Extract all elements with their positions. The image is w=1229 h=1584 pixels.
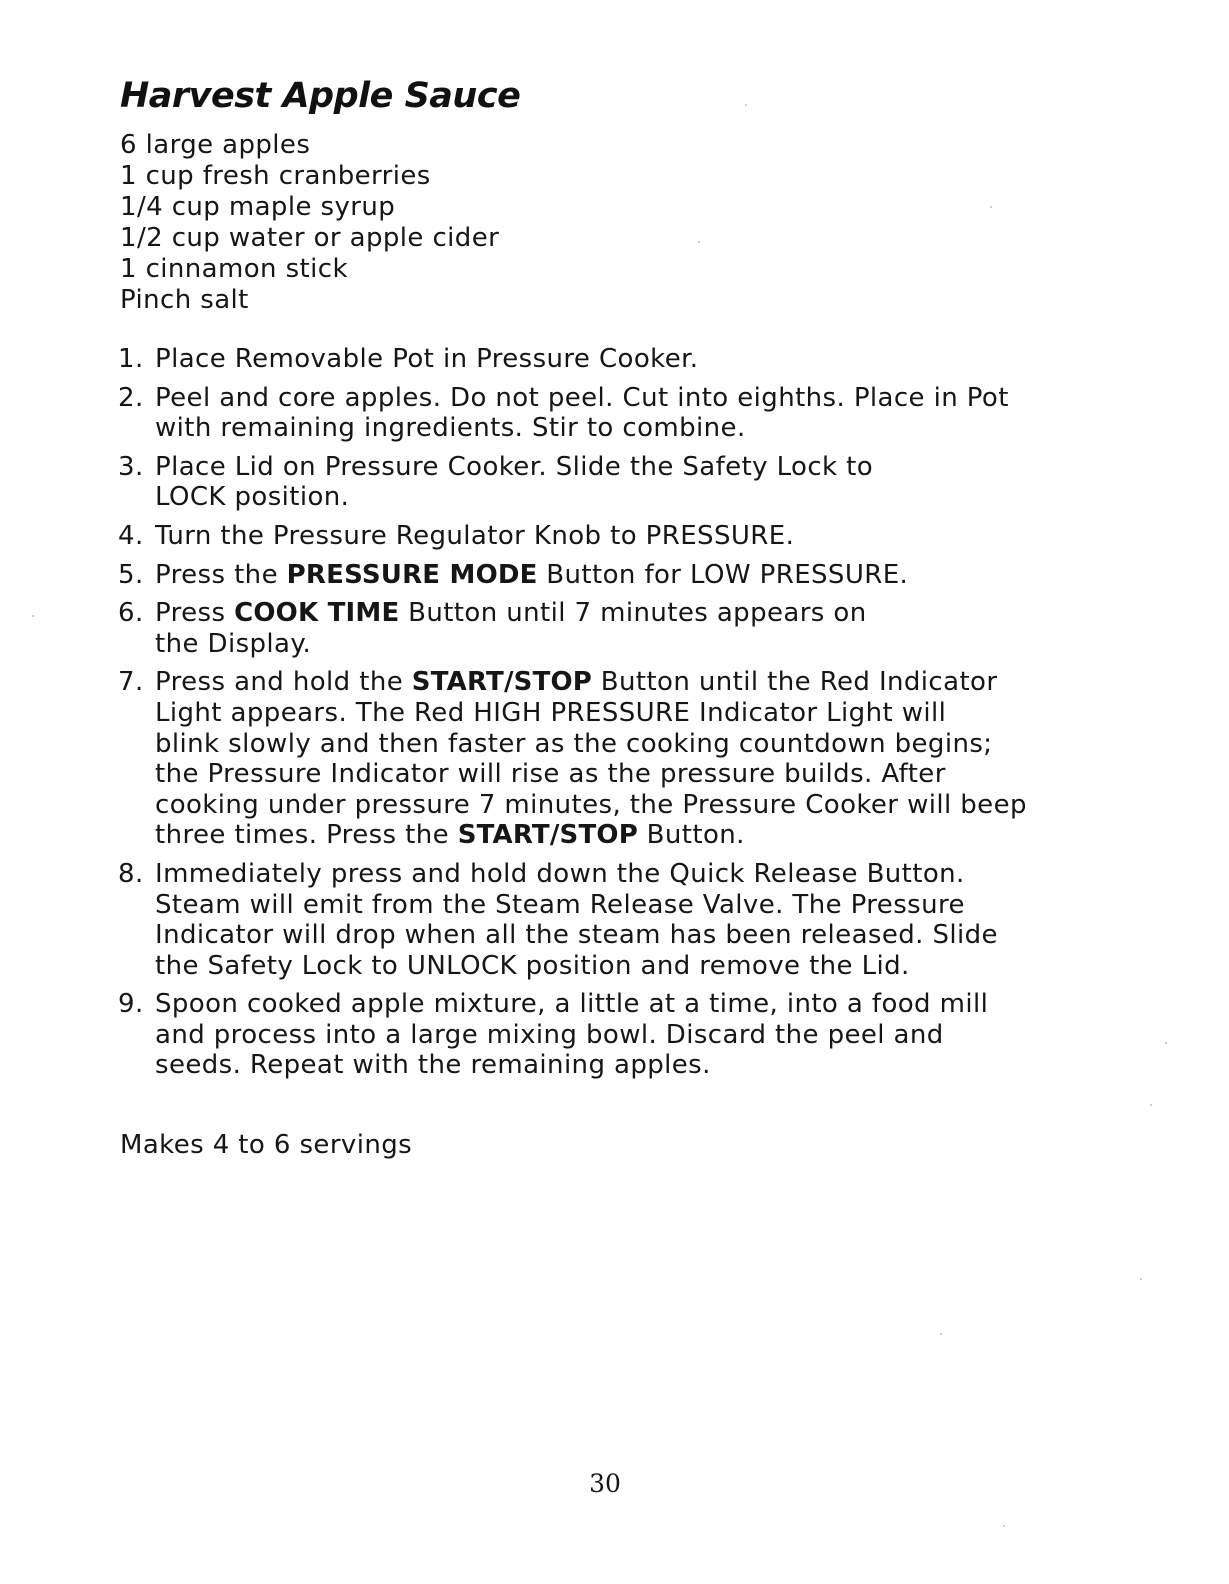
step-text-line (155, 729, 1108, 760)
ingredient-item: 1/2 cup water or apple cider (120, 223, 500, 253)
scan-speck (990, 206, 992, 208)
step-text-line (155, 383, 1108, 414)
scan-speck (1165, 1042, 1167, 1044)
instruction-step (118, 859, 1108, 981)
step-text: Button. (637, 820, 745, 851)
scan-speck (698, 241, 700, 243)
scan-speck (1003, 1525, 1005, 1527)
step-number: 7. (118, 667, 144, 698)
step-number: 6. (118, 598, 144, 629)
step-text: the Safety Lock to UNLOCK position and remove the Lid. (155, 950, 910, 981)
step-number: 9. (118, 989, 144, 1020)
step-text-line (155, 413, 1108, 444)
ingredient-item: Pinch salt (120, 285, 249, 315)
page-number: 30 (589, 1469, 621, 1498)
step-text: Light appears. The Red HIGH PRESSURE Indicator Light will (155, 697, 947, 728)
ingredient-item: 1 cup fresh cranberries (120, 161, 431, 191)
instruction-step (118, 598, 1108, 659)
step-text: Peel and core apples. Do not peel. Cut into eighths. Place in Pot (155, 382, 1009, 413)
ingredient-item: 1 cinnamon stick (120, 254, 348, 284)
recipe-title: Harvest Apple Sauce (120, 76, 521, 116)
instruction-step (118, 452, 1108, 513)
step-text-line (155, 667, 1108, 698)
step-text-line (155, 598, 1108, 629)
instruction-step (118, 521, 1108, 552)
step-text-line (155, 989, 1108, 1020)
step-text: three times. Press the (155, 820, 458, 851)
step-text: Indicator will drop when all the steam has been released. Slide (155, 920, 998, 951)
instruction-step (118, 344, 1108, 375)
control-name: START/STOP (457, 820, 638, 851)
ingredient-item: 1/4 cup maple syrup (120, 192, 396, 222)
step-text-line (155, 452, 1108, 483)
step-number: 1. (118, 344, 144, 374)
step-text: Place Removable Pot in Pressure Cooker. (155, 344, 699, 374)
step-text-line (155, 521, 1108, 552)
step-text: cooking under pressure 7 minutes, the Pressure Cooker will beep (155, 789, 1027, 820)
servings-yield: Makes 4 to 6 servings (120, 1130, 413, 1160)
step-text-line (155, 920, 1108, 951)
step-text-line (155, 890, 1108, 921)
step-number: 2. (118, 382, 144, 413)
step-text: Immediately press and hold down the Quick Release Button. (155, 858, 965, 889)
step-text: Button for LOW PRESSURE. (537, 559, 909, 590)
step-text: Spoon cooked apple mixture, a little at a time, into a food mill (155, 989, 989, 1020)
step-text-line (155, 759, 1108, 790)
step-text-line (155, 344, 1108, 375)
step-text: Turn the Pressure Regulator Knob to PRESSURE. (155, 520, 795, 551)
step-number: 5. (118, 559, 144, 590)
step-number: 8. (118, 858, 144, 889)
step-text: the Pressure Indicator will rise as the pressure builds. After (155, 759, 946, 790)
step-text-line (155, 859, 1108, 890)
step-text: Steam will emit from the Steam Release Valve. The Pressure (155, 889, 965, 920)
step-text: Button until 7 minutes appears on (399, 598, 867, 629)
instruction-steps (118, 344, 1108, 1089)
ingredient-item: 6 large apples (120, 130, 311, 160)
instruction-step (118, 560, 1108, 591)
step-text-line (155, 790, 1108, 821)
control-name: START/STOP (411, 667, 593, 698)
instruction-step (118, 989, 1108, 1081)
scan-speck (1150, 1104, 1152, 1106)
step-text: with remaining ingredients. Stir to combine. (155, 413, 746, 444)
step-text-line (155, 698, 1108, 729)
instruction-step (118, 667, 1108, 851)
step-text-line (155, 629, 1108, 660)
step-number: 4. (118, 520, 144, 551)
step-text-line (155, 482, 1108, 513)
step-text: the Display. (155, 628, 312, 659)
step-text: Press the (155, 559, 287, 590)
scan-speck (745, 104, 747, 106)
control-name: COOK TIME (234, 598, 400, 629)
step-text: Button until the Red Indicator (592, 667, 998, 698)
control-name: PRESSURE MODE (286, 559, 538, 590)
step-text-line (155, 820, 1108, 851)
step-text-line (155, 951, 1108, 982)
step-text-line (155, 1020, 1108, 1051)
step-text: Press (155, 598, 235, 629)
step-text: blink slowly and then faster as the cooking countdown begins; (155, 728, 993, 759)
step-text: LOCK position. (155, 482, 350, 513)
scan-speck (1140, 1278, 1142, 1280)
step-text-line (155, 560, 1108, 591)
instruction-step (118, 383, 1108, 444)
step-text: seeds. Repeat with the remaining apples. (155, 1050, 711, 1081)
step-text: and process into a large mixing bowl. Discard the peel and (155, 1019, 944, 1050)
step-text: Place Lid on Pressure Cooker. Slide the Safety Lock to (155, 451, 874, 482)
scan-speck (32, 615, 34, 617)
step-number: 3. (118, 451, 144, 482)
scan-speck (940, 1333, 942, 1335)
ingredient-list (120, 130, 499, 316)
step-text-line (155, 1050, 1108, 1081)
step-text: Press and hold the (155, 667, 412, 698)
